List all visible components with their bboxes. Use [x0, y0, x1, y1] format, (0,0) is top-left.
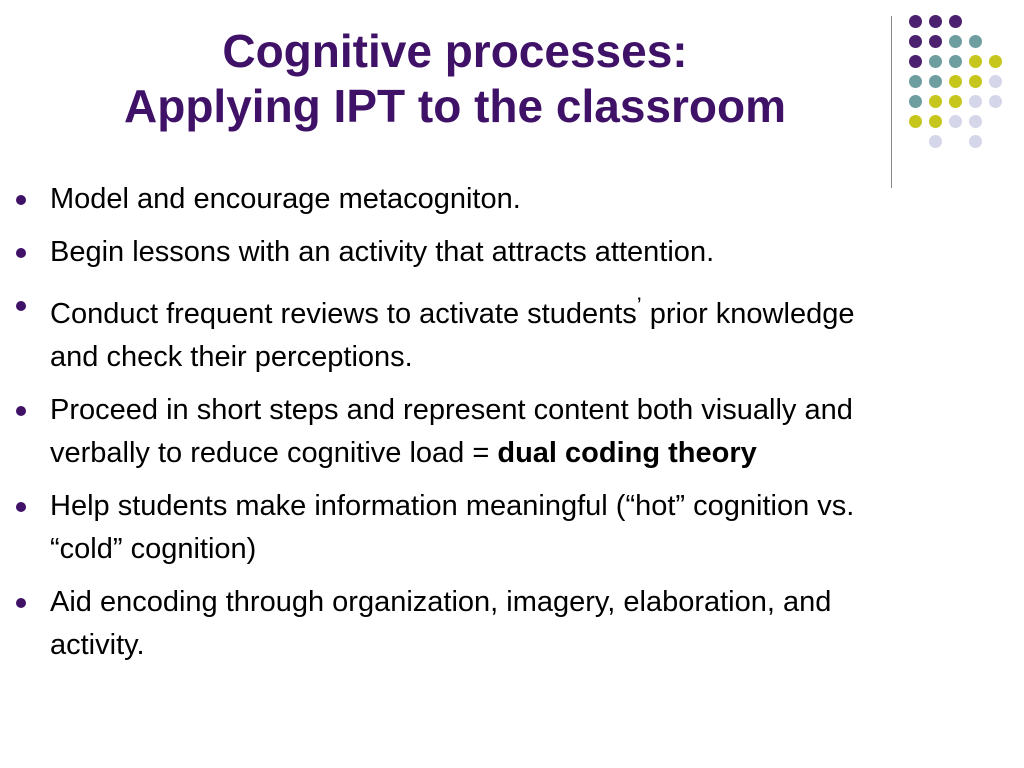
- decorative-dot: [929, 35, 942, 48]
- decorative-dot: [949, 115, 962, 128]
- decorative-dot: [929, 75, 942, 88]
- decorative-dot: [909, 75, 922, 88]
- bullet-text-continued: prior knowledge and check their perceptions.: [50, 298, 855, 373]
- bullet-text: Aid encoding through organization, imagery, elaboration, and activity.: [50, 586, 832, 661]
- decorative-dot: [989, 95, 1002, 108]
- bullet-item: [14, 389, 894, 475]
- decorative-dot: [909, 35, 922, 48]
- decorative-dot: [949, 35, 962, 48]
- decorative-dot: [929, 115, 942, 128]
- decorative-dot: [949, 95, 962, 108]
- title-line-2: Applying IPT to the classroom: [124, 80, 786, 132]
- bullet-marker-icon: [16, 502, 26, 512]
- vertical-divider: [891, 16, 892, 188]
- decorative-dot: [929, 135, 942, 148]
- slide-title: [40, 24, 870, 134]
- bullet-marker-icon: [16, 301, 26, 311]
- decorative-dot-grid: [909, 15, 1009, 165]
- decorative-dot: [949, 15, 962, 28]
- bullet-marker-icon: [16, 406, 26, 416]
- bullet-marker-icon: [16, 598, 26, 608]
- bullet-item: [14, 485, 894, 571]
- bullet-item: [14, 178, 894, 221]
- decorative-dot: [949, 55, 962, 68]
- decorative-dot: [929, 15, 942, 28]
- decorative-dot: [909, 115, 922, 128]
- bullet-marker-icon: [16, 195, 26, 205]
- decorative-dot: [929, 95, 942, 108]
- decorative-dot: [969, 35, 982, 48]
- bullet-list: [14, 178, 894, 677]
- bullet-text: Proceed in short steps and represent content both visually and verbally to reduce cognitive load =: [50, 394, 853, 469]
- bullet-text: Help students make information meaningful (“hot” cognition vs. “cold” cognition): [50, 490, 855, 565]
- bullet-marker-icon: [16, 248, 26, 258]
- bullet-item: [14, 284, 894, 379]
- bullet-text: Conduct frequent reviews to activate students: [50, 298, 637, 330]
- bullet-bold-term: dual coding theory: [497, 437, 757, 469]
- decorative-dot: [969, 55, 982, 68]
- decorative-dot: [909, 55, 922, 68]
- decorative-dot: [969, 115, 982, 128]
- title-line-1: Cognitive processes:: [222, 25, 688, 77]
- decorative-dot: [909, 95, 922, 108]
- bullet-text: Begin lessons with an activity that attracts attention.: [50, 236, 715, 268]
- bullet-text: Model and encourage metacogniton.: [50, 183, 521, 215]
- decorative-dot: [929, 55, 942, 68]
- decorative-dot: [909, 15, 922, 28]
- bullet-item: [14, 231, 894, 274]
- decorative-dot: [949, 75, 962, 88]
- decorative-dot: [989, 55, 1002, 68]
- bullet-item: [14, 581, 894, 667]
- decorative-dot: [969, 75, 982, 88]
- decorative-dot: [969, 135, 982, 148]
- decorative-dot: [989, 75, 1002, 88]
- decorative-dot: [969, 95, 982, 108]
- apostrophe-mark: ’: [636, 293, 642, 318]
